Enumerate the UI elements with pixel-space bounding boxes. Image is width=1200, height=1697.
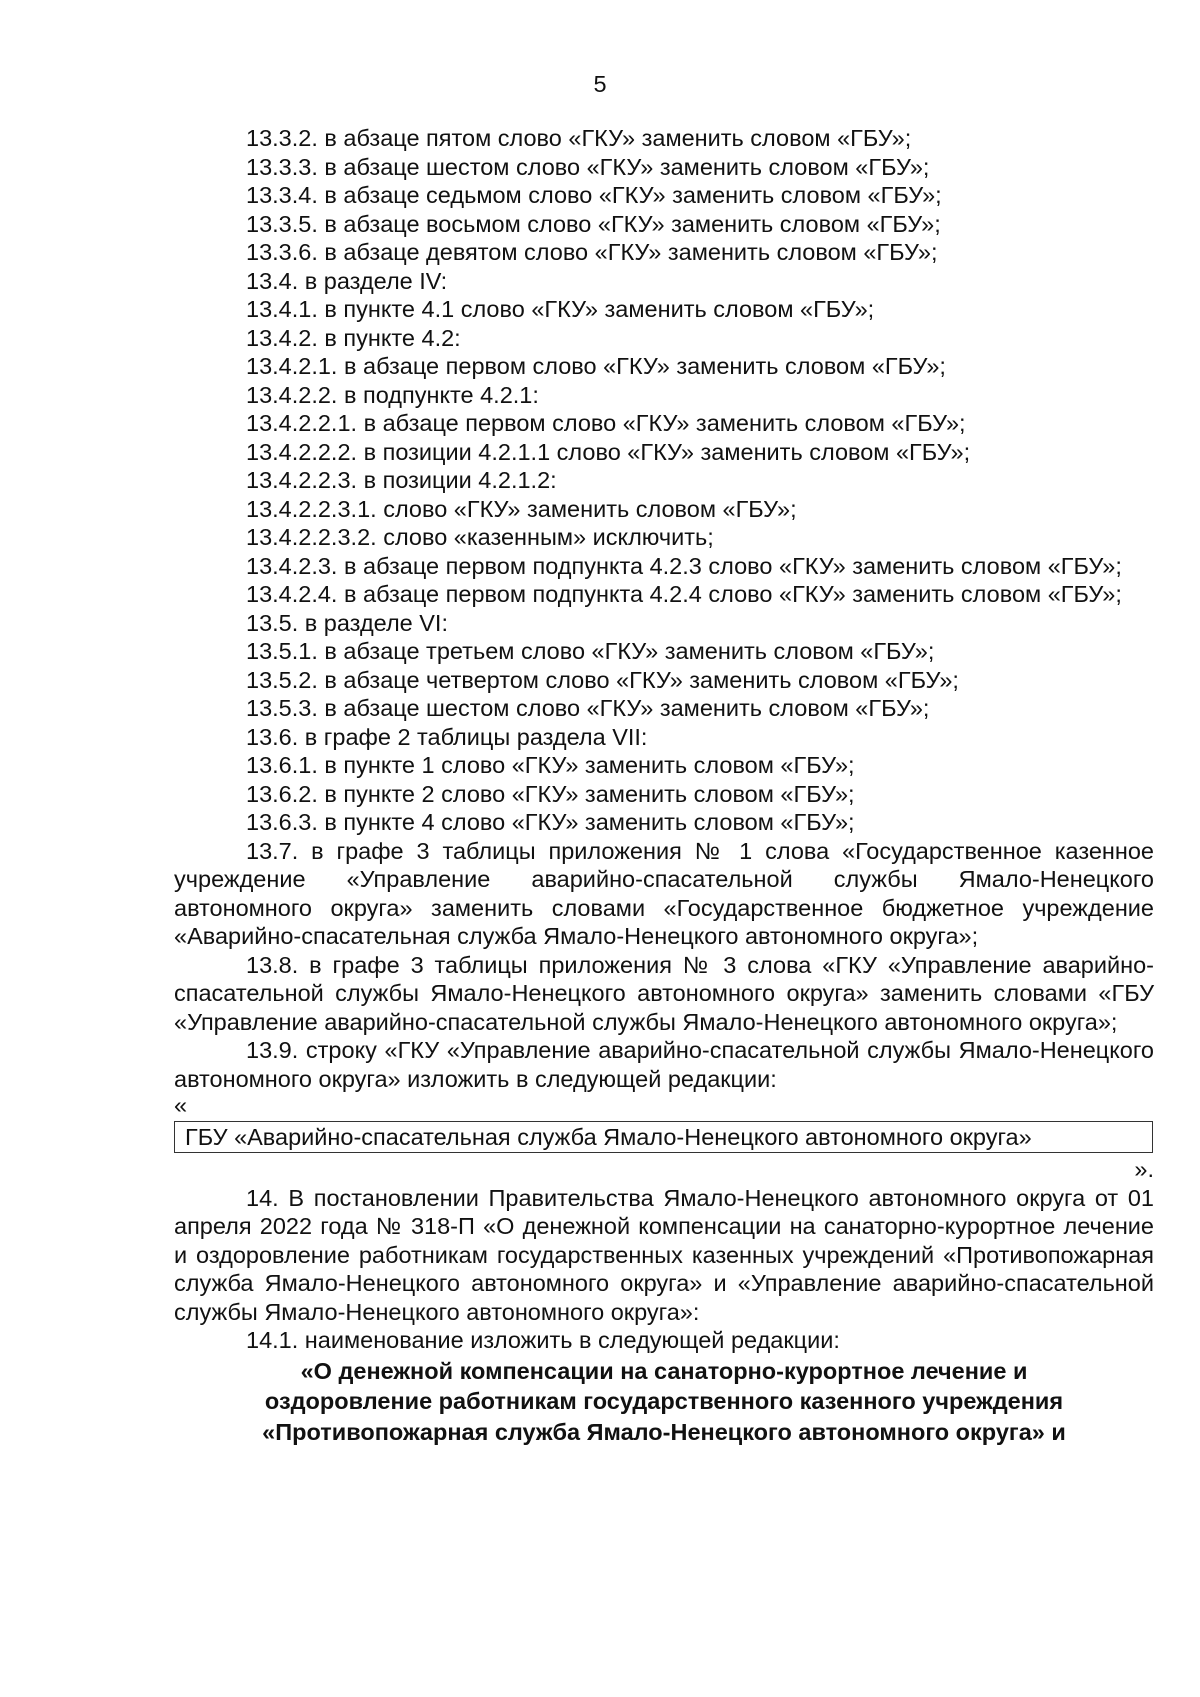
list-item: 13.6.1. в пункте 1 слово «ГКУ» заменить словом «ГБУ»; bbox=[246, 752, 855, 778]
list-item: 13.4.2. в пункте 4.2: bbox=[246, 324, 461, 351]
list-item: 13.4.2.1. в абзаце первом слово «ГКУ» заменить словом «ГБУ»; bbox=[246, 353, 946, 379]
paragraph-13-4-2-4: 13.4.2.4. в абзаце первом подпункта 4.2.4 слово «ГКУ» заменить словом «ГБУ»; bbox=[246, 581, 1122, 607]
list-item: 13.4.2.2.3. в позиции 4.2.1.2: bbox=[246, 467, 557, 493]
quote-open-mark: « bbox=[174, 1092, 188, 1118]
table-row-box bbox=[174, 1121, 1153, 1153]
document-body bbox=[174, 124, 1154, 1446]
list-item: 13.5.2. в абзаце четвертом слово «ГКУ» заменить словом «ГБУ»; bbox=[246, 666, 959, 693]
page-number: 5 bbox=[593, 71, 607, 97]
list-item: 13.6.3. в пункте 4 слово «ГКУ» заменить словом «ГБУ»; bbox=[246, 809, 855, 835]
paragraph-14: 14. В постановлении Правительства Ямало-Ненецкого автономного округа от 01 апреля 2022 года № 318-П «О денежной компенсации на санаторно-курортное лечение и оздоровление работникам государственных казенных учреждений «Противопожарная служба Ямало-Ненецкого автономного округа» и «Управление аварийно-спасательной службы Ямало-Ненецкого автономного округа»: bbox=[174, 1184, 1154, 1325]
table-row-text: ГБУ «Аварийно-спасательная служба Ямало-Ненецкого автономного округа» bbox=[185, 1124, 1032, 1150]
list-item: 13.3.5. в абзаце восьмом слово «ГКУ» заменить словом «ГБУ»; bbox=[246, 210, 941, 237]
list-item: 13.4.2.2.3.2. слово «казенным» исключить; bbox=[246, 524, 714, 550]
quote-close-mark: ». bbox=[1134, 1156, 1154, 1182]
list-item: 13.4.2.2.2. в позиции 4.2.1.1 слово «ГКУ» заменить словом «ГБУ»; bbox=[246, 438, 971, 465]
list-item: 13.5.1. в абзаце третьем слово «ГКУ» заменить словом «ГБУ»; bbox=[246, 638, 935, 664]
list-item: 13.3.4. в абзаце седьмом слово «ГКУ» заменить словом «ГБУ»; bbox=[246, 182, 942, 208]
paragraph-13-7: 13.7. в графе 3 таблицы приложения № 1 слова «Государственное казенное учреждение «Управление аварийно-спасательной службы Ямало-Ненецкого автономного округа» заменить словами «Государственное бюджетное учреждение «Аварийно-спасательная служба Ямало-Ненецкого автономного округа»; bbox=[174, 837, 1154, 949]
list-item: 13.3.6. в абзаце девятом слово «ГКУ» заменить словом «ГБУ»; bbox=[246, 239, 938, 265]
list-item: 13.4.2.2. в подпункте 4.2.1: bbox=[246, 381, 539, 408]
paragraph-13-4-2-3: 13.4.2.3. в абзаце первом подпункта 4.2.3 слово «ГКУ» заменить словом «ГБУ»; bbox=[246, 552, 1122, 579]
list-item: 13.6. в графе 2 таблицы раздела VII: bbox=[246, 723, 648, 750]
bold-title-line: «Противопожарная служба Ямало-Ненецкого автономного округа» и bbox=[262, 1418, 1066, 1445]
list-item: 13.4.1. в пункте 4.1 слово «ГКУ» заменить словом «ГБУ»; bbox=[246, 296, 875, 322]
list-item: 13.6.2. в пункте 2 слово «ГКУ» заменить словом «ГБУ»; bbox=[246, 780, 855, 807]
paragraph-14-1: 14.1. наименование изложить в следующей редакции: bbox=[246, 1327, 840, 1353]
list-item: 13.3.2. в абзаце пятом слово «ГКУ» заменить словом «ГБУ»; bbox=[246, 125, 912, 151]
list-item: 13.4.2.2.1. в абзаце первом слово «ГКУ» заменить словом «ГБУ»; bbox=[246, 410, 966, 436]
bold-title-line: «О денежной компенсации на санаторно-курортное лечение и bbox=[300, 1357, 1028, 1384]
list-item: 13.4.2.2.3.1. слово «ГКУ» заменить словом «ГБУ»; bbox=[246, 495, 797, 522]
paragraph-13-9: 13.9. строку «ГКУ «Управление аварийно-спасательной службы Ямало-Ненецкого автономного округа» изложить в следующей редакции: bbox=[174, 1037, 1154, 1092]
list-item: 13.4. в разделе IV: bbox=[246, 267, 448, 294]
list-item: 13.5.3. в абзаце шестом слово «ГКУ» заменить словом «ГБУ»; bbox=[246, 695, 930, 721]
list-item: 13.5. в разделе VI: bbox=[246, 609, 448, 636]
paragraph-13-8: 13.8. в графе 3 таблицы приложения № 3 слова «ГКУ «Управление аварийно-спасательной службы Ямало-Ненецкого автономного округа» заменить словами «ГБУ «Управление аварийно-спасательной службы Ямало-Ненецкого автономного округа»; bbox=[174, 951, 1154, 1035]
bold-title-line: оздоровление работникам государственного казенного учреждения bbox=[264, 1388, 1064, 1414]
list-item: 13.3.3. в абзаце шестом слово «ГКУ» заменить словом «ГБУ»; bbox=[246, 153, 930, 180]
